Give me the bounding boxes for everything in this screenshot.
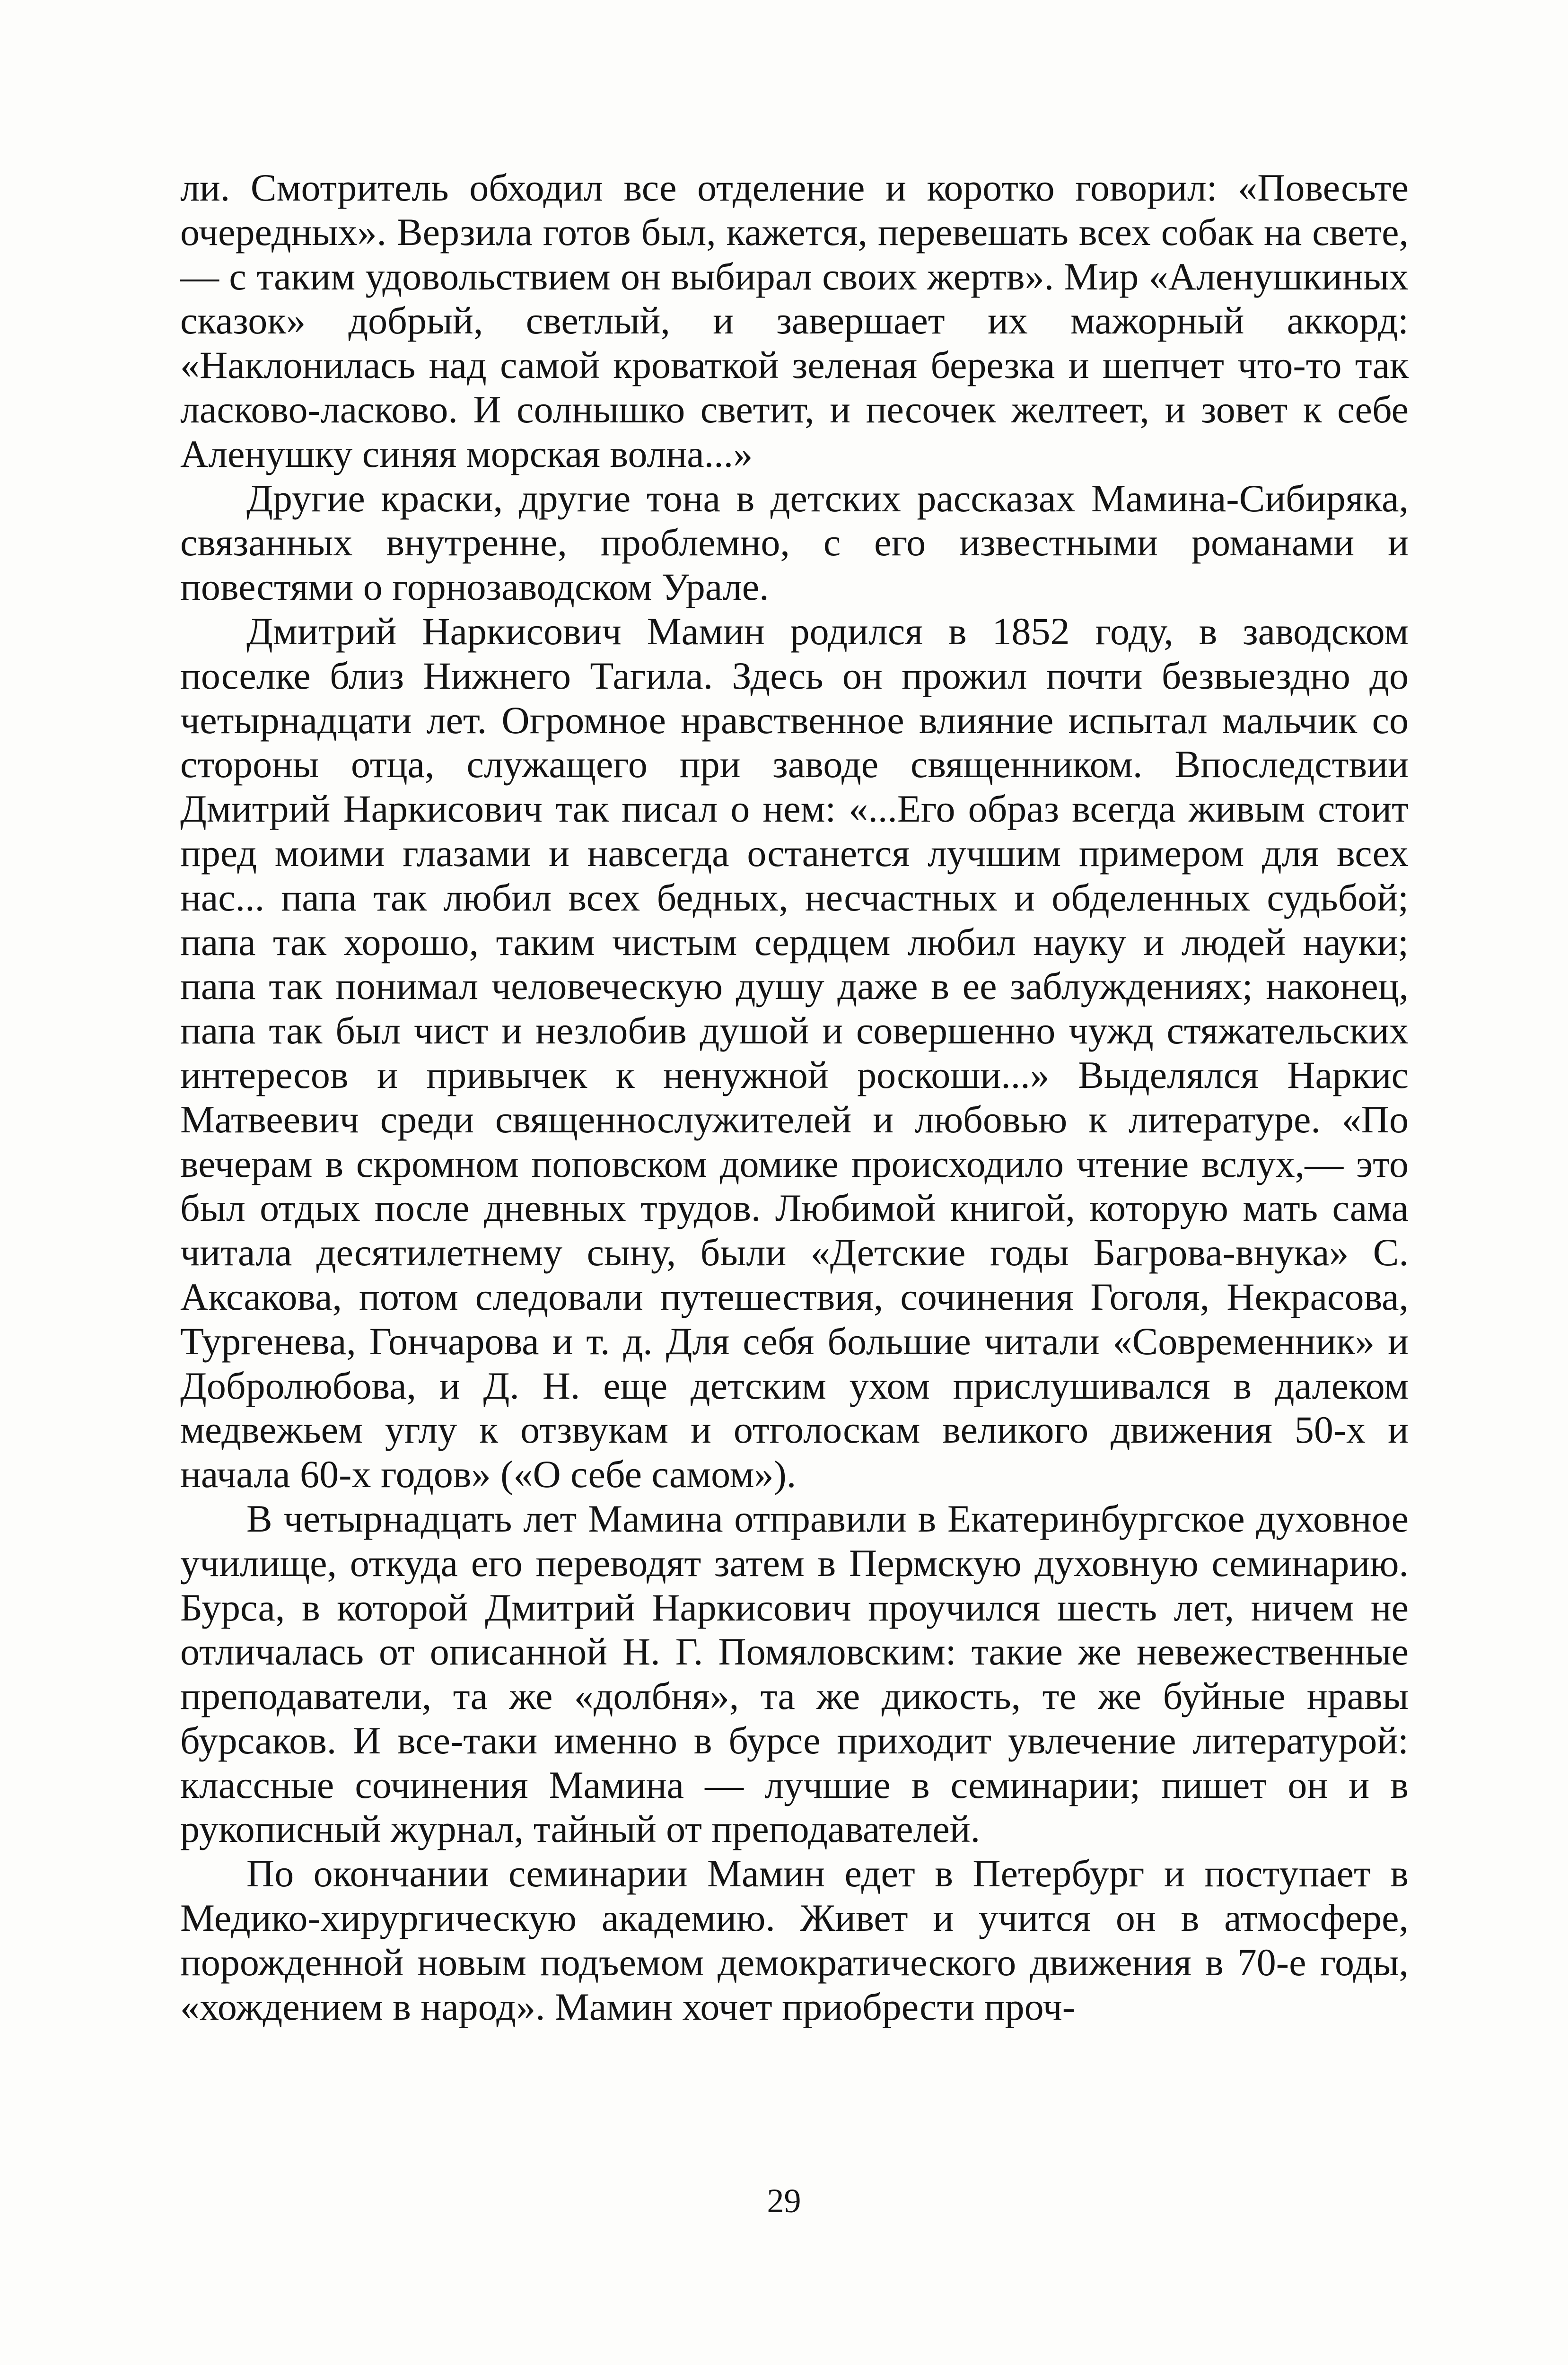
body-text	[180, 166, 1409, 2029]
paragraph-petersburg: По окончании семинарии Мамин едет в Петербург и поступает в Медико-хирургическую академию. Живет и учится он в атмосфере, порожденной новым подъемом демократического движения в 70-е годы, «хождением в народ». Мамин хочет приобрести проч-	[180, 1852, 1409, 2028]
paragraph-biography: Дмитрий Наркисович Мамин родился в 1852 году, в заводском поселке близ Нижнего Тагила. Здесь он прожил почти безвыездно до четырнадцати лет. Огромное нравственное влияние испытал мальчик со стороны отца, служащего при заводе священником. Впоследствии Дмитрий Наркисович так писал о нем: «...Его образ всегда живым стоит пред моими глазами и навсегда останется лучшим примером для всех нас... папа так любил всех бедных, несчастных и обделенных судьбой; папа так хорошо, таким чистым сердцем любил науку и людей науки; папа так понимал человеческую душу даже в ее заблуждениях; наконец, папа так был чист и незлобив душой и совершенно чужд стяжательских интересов и привычек к ненужной роскоши...» Выделялся Наркис Матвеевич среди священнослужителей и любовью к литературе. «По вечерам в скромном поповском домике происходило чтение вслух,— это был отдых после дневных трудов. Любимой книгой, которую мать сама читала десятилетнему сыну, были «Детские годы Багрова-внука» С. Аксакова, потом следовали путешествия, сочинения Гоголя, Некрасова, Тургенева, Гончарова и т. д. Для себя большие читали «Современник» и Добролюбова, и Д. Н. еще детским ухом прислушивался в далеком медвежьем углу к отзвукам и отголоскам великого движения 50-х и начала 60-х годов» («О себе самом»).	[180, 609, 1409, 1496]
paragraph-bursa: В четырнадцать лет Мамина отправили в Екатеринбургское духовное училище, откуда его переводят затем в Пермскую духовную семинарию. Бурса, в которой Дмитрий Наркисович проучился шесть лет, ничем не отличалась от описанной Н. Г. Помяловским: такие же невежественные преподаватели, та же «долбня», та же дикость, те же буйные нравы бурсаков. И все-таки именно в бурсе приходит увлечение литературой: классные сочинения Мамина — лучшие в семинарии; пишет он и в рукописный журнал, тайный от преподавателей.	[180, 1497, 1409, 1851]
page-number: 29	[767, 2182, 801, 2220]
paragraph-continuation: ли. Смотритель обходил все отделение и коротко говорил: «Повесьте очередных». Верзила готов был, кажется, перевешать всех собак на свете,— с таким удовольствием он выбирал своих жертв». Мир «Аленушкиных сказок» добрый, светлый, и завершает их мажорный аккорд: «Наклонилась над самой кроваткой зеленая березка и шепчет что-то так ласково-ласково. И солнышко светит, и песочек желтеет, и зовет к себе Аленушку синяя морская волна...»	[180, 166, 1409, 475]
paragraph-other-colors: Другие краски, другие тона в детских рассказах Мамина-Сибиряка, связанных внутренне, проблемно, с его известными романами и повестями о горнозаводском Урале.	[180, 476, 1409, 609]
